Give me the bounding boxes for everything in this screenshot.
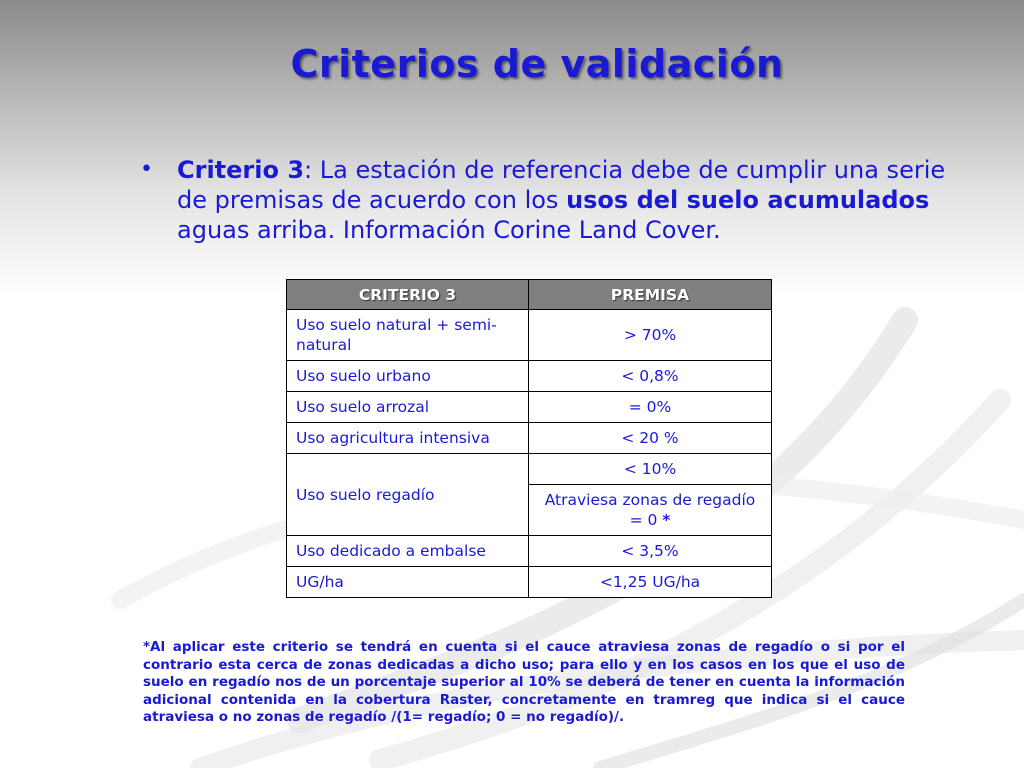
table-row: [287, 536, 772, 567]
slide-title: Criterios de validación: [290, 42, 784, 86]
cell-criterio: Uso suelo natural + semi-natural: [287, 310, 529, 361]
cell-premisa-secondary: [529, 485, 772, 536]
table-row: [287, 310, 772, 361]
bullet-text: [177, 155, 960, 245]
table-row: [287, 361, 772, 392]
bullet-label: Criterio 3: [177, 156, 305, 184]
footnote: *Al aplicar este criterio se tendrá en cuenta si el cauce atraviesa zonas de regadío o si por el contrario esta cerca de zonas dedicadas a dicho uso; para ello y en los casos en los que el uso de suelo en regadío nos de un porcentaje superior al 10% se deberá de tener en cuenta la información adicional contenida en la cobertura Raster, concretamente en tramreg que indica si el cauce atraviesa o no zonas de regadío /(1= regadío; 0 = no regadío)/.: [143, 639, 905, 726]
cell-premisa: = 0%: [529, 392, 772, 423]
header-criterio: CRITERIO 3: [287, 280, 529, 310]
header-premisa: PREMISA: [529, 280, 772, 310]
cell-criterio: Uso suelo regadío: [287, 454, 529, 536]
cell-criterio: Uso suelo arrozal: [287, 392, 529, 423]
table-row: [287, 567, 772, 598]
table-row: [287, 392, 772, 423]
bullet-text-part-1: : La estación de referencia debe de cumplir una serie de premisas de acuerdo con los: [177, 156, 946, 214]
criteria-table: [286, 279, 772, 598]
footnote-asterisk: *: [662, 511, 671, 529]
premisa-secondary-text: Atraviesa zonas de regadío = 0: [544, 491, 756, 529]
table-header-row: [287, 280, 772, 310]
cell-criterio: Uso dedicado a embalse: [287, 536, 529, 567]
cell-premisa: < 3,5%: [529, 536, 772, 567]
bullet-bold-part: usos del suelo acumulados: [566, 186, 930, 214]
cell-premisa: <1,25 UG/ha: [529, 567, 772, 598]
cell-criterio: Uso suelo urbano: [287, 361, 529, 392]
table-row: [287, 423, 772, 454]
cell-criterio: Uso agricultura intensiva: [287, 423, 529, 454]
bullet-marker: •: [140, 157, 153, 182]
cell-premisa: > 70%: [529, 310, 772, 361]
cell-premisa: < 0,8%: [529, 361, 772, 392]
cell-premisa: < 20 %: [529, 423, 772, 454]
bullet-criterio-3: [140, 155, 960, 245]
table-row: [287, 454, 772, 485]
bullet-text-part-3: aguas arriba. Información Corine Land Cover.: [177, 216, 721, 244]
cell-premisa: < 10%: [529, 454, 772, 485]
cell-criterio: UG/ha: [287, 567, 529, 598]
